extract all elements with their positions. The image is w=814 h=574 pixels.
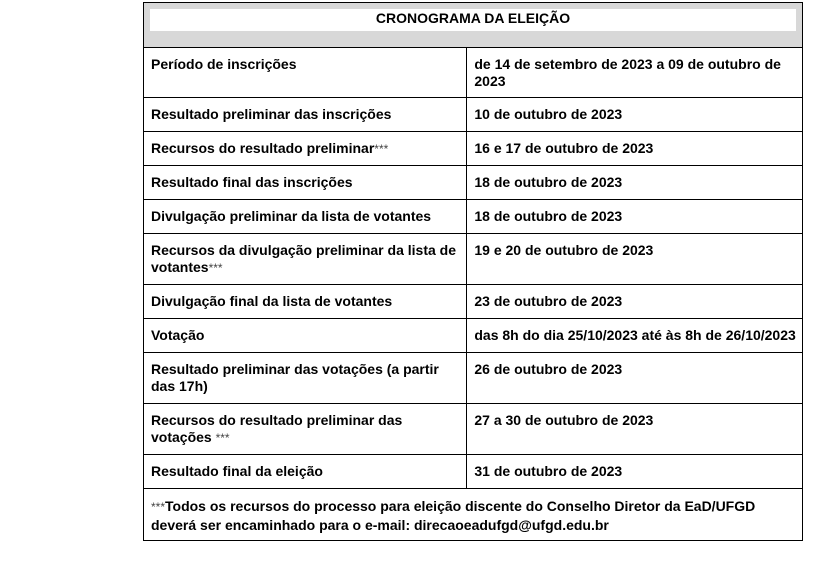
table-row bbox=[144, 404, 803, 455]
event-label: Resultado final das inscrições bbox=[151, 174, 353, 190]
title-cell bbox=[144, 3, 803, 48]
event-cell bbox=[144, 234, 467, 285]
date-cell bbox=[467, 404, 803, 455]
event-cell bbox=[144, 404, 467, 455]
table-row bbox=[144, 166, 803, 200]
date-cell bbox=[467, 166, 803, 200]
table-row bbox=[144, 132, 803, 166]
table-header-row bbox=[144, 3, 803, 48]
event-label: Recursos do resultado preliminar das votações bbox=[151, 412, 403, 445]
table-title: CRONOGRAMA DA ELEIÇÃO bbox=[150, 9, 796, 31]
date-cell bbox=[467, 234, 803, 285]
event-cell bbox=[144, 455, 467, 489]
footnote-cell bbox=[144, 489, 803, 541]
asterisk-marker: *** bbox=[374, 142, 389, 156]
date-value: 26 de outubro de 2023 bbox=[474, 361, 623, 377]
event-label: Período de inscrições bbox=[151, 56, 297, 72]
table-row bbox=[144, 48, 803, 98]
date-value: de 14 de setembro de 2023 a 09 de outubro de 2023 bbox=[474, 56, 781, 89]
table-row bbox=[144, 285, 803, 319]
event-label: Resultado preliminar das inscrições bbox=[151, 106, 392, 122]
table-row bbox=[144, 200, 803, 234]
table-row bbox=[144, 353, 803, 404]
date-value: 18 de outubro de 2023 bbox=[474, 208, 623, 224]
event-cell bbox=[144, 98, 467, 132]
date-value: 23 de outubro de 2023 bbox=[474, 293, 623, 309]
table-row bbox=[144, 319, 803, 353]
event-cell bbox=[144, 200, 467, 234]
event-label: Recursos do resultado preliminar bbox=[151, 140, 375, 156]
asterisk-marker: *** bbox=[208, 261, 223, 275]
date-cell bbox=[467, 200, 803, 234]
date-cell bbox=[467, 48, 803, 98]
date-cell bbox=[467, 285, 803, 319]
note-row bbox=[144, 489, 803, 541]
event-cell bbox=[144, 285, 467, 319]
footnote-text: Todos os recursos do processo para eleição discente do Conselho Diretor da EaD/UFGD deverá ser encaminhado para o e-mail: direcaoeadufgd@ufgd.edu.br bbox=[151, 498, 756, 533]
asterisk-marker: *** bbox=[215, 431, 230, 445]
date-value: 10 de outubro de 2023 bbox=[474, 106, 623, 122]
date-cell bbox=[467, 132, 803, 166]
event-label: Resultado final da eleição bbox=[151, 463, 323, 479]
date-value: 19 e 20 de outubro de 2023 bbox=[474, 242, 654, 258]
date-value: das 8h do dia 25/10/2023 até às 8h de 26/10/2023 bbox=[474, 327, 796, 343]
event-cell bbox=[144, 48, 467, 98]
event-cell bbox=[144, 353, 467, 404]
date-cell bbox=[467, 98, 803, 132]
date-cell bbox=[467, 455, 803, 489]
event-label: Resultado preliminar das votações (a partir das 17h) bbox=[151, 361, 439, 394]
date-value: 16 e 17 de outubro de 2023 bbox=[474, 140, 654, 156]
table-row bbox=[144, 98, 803, 132]
date-cell bbox=[467, 319, 803, 353]
table-row bbox=[144, 234, 803, 285]
event-label: Divulgação final da lista de votantes bbox=[151, 293, 393, 309]
event-cell bbox=[144, 319, 467, 353]
schedule-body bbox=[144, 48, 803, 489]
table-row bbox=[144, 455, 803, 489]
event-label: Votação bbox=[151, 327, 205, 343]
date-value: 18 de outubro de 2023 bbox=[474, 174, 623, 190]
date-cell bbox=[467, 353, 803, 404]
footnote-marker: *** bbox=[151, 500, 166, 514]
event-cell bbox=[144, 132, 467, 166]
event-label: Divulgação preliminar da lista de votantes bbox=[151, 208, 432, 224]
election-schedule-table bbox=[143, 2, 803, 541]
date-value: 31 de outubro de 2023 bbox=[474, 463, 623, 479]
date-value: 27 a 30 de outubro de 2023 bbox=[474, 412, 654, 428]
event-label: Recursos da divulgação preliminar da lista de votantes bbox=[151, 242, 456, 275]
event-cell bbox=[144, 166, 467, 200]
